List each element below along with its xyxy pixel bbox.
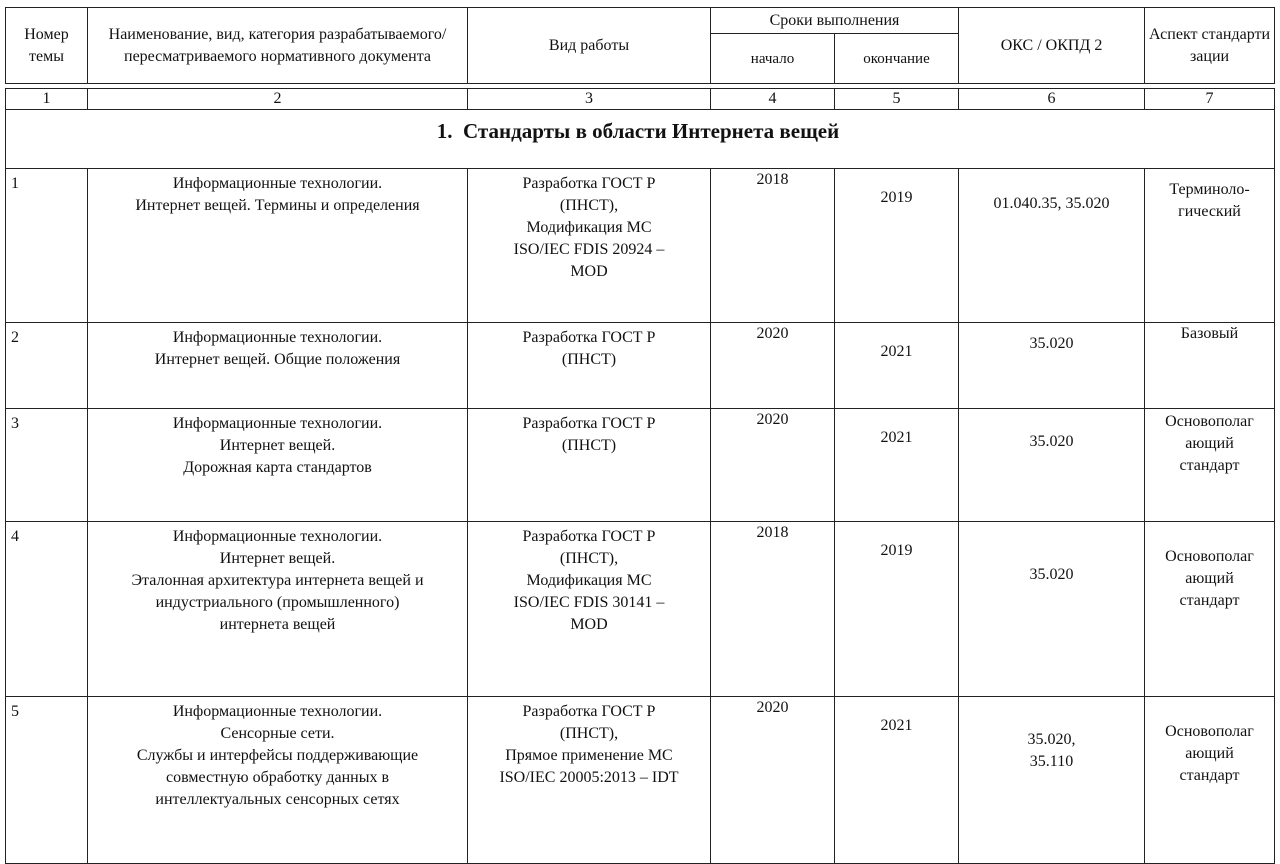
text-line: интеллектуальных сенсорных сетях (155, 791, 400, 808)
text-line: Информационные технологии. (172, 329, 383, 346)
table-row (6, 522, 1275, 697)
text-line: Разработка ГОСТ Р (522, 329, 656, 346)
text-line: Основополаг (1165, 723, 1254, 740)
end-year: 2021 (835, 409, 959, 522)
topic-number: 2 (6, 323, 88, 409)
standardization-aspect (1145, 323, 1275, 409)
text-line: интернета вещей (219, 616, 336, 633)
work-type (468, 697, 711, 864)
start-year: 2020 (711, 697, 835, 864)
document-name (88, 697, 468, 864)
header-document-name: Наименование, вид, категория разрабатываемого/пересматриваемого нормативного документа (88, 8, 468, 84)
work-type (468, 522, 711, 697)
text-line: Информационные технологии. (172, 175, 383, 192)
header-deadlines: Сроки выполнения (711, 8, 959, 34)
text-line: Интернет вещей. (219, 550, 336, 567)
document-name (88, 323, 468, 409)
text-line: Модификация МС (526, 219, 652, 236)
text-line: Дорожная карта стандартов (183, 459, 372, 476)
text-line: Разработка ГОСТ Р (522, 703, 656, 720)
start-year: 2020 (711, 409, 835, 522)
text-line: (ПНСТ) (561, 351, 617, 368)
header-aspect: Аспект стандартизации (1145, 8, 1275, 84)
text-line: 35.020 (1029, 433, 1074, 450)
text-line: ающий (1185, 745, 1234, 762)
column-number: 2 (88, 89, 468, 110)
start-year: 2018 (711, 522, 835, 697)
text-line: Прямое применение МС (505, 747, 673, 764)
end-year: 2019 (835, 522, 959, 697)
work-type (468, 323, 711, 409)
header-end: окончание (835, 34, 959, 84)
table-row (6, 169, 1275, 323)
text-line: совместную обработку данных в (166, 769, 389, 786)
text-line: ающий (1185, 435, 1234, 452)
document-name (88, 169, 468, 323)
standardization-aspect (1145, 697, 1275, 864)
topic-number: 5 (6, 697, 88, 864)
column-number: 4 (711, 89, 835, 110)
text-line: гический (1178, 203, 1241, 220)
table-row (6, 409, 1275, 522)
table-header (5, 7, 1275, 84)
text-line: Интернет вещей. Термины и определения (135, 197, 420, 214)
text-line: Сенсорные сети. (220, 725, 335, 742)
column-number: 1 (6, 89, 88, 110)
text-line: ISO/IEC 20005:2013 – IDT (499, 769, 679, 786)
text-line: стандарт (1179, 457, 1240, 474)
end-year: 2021 (835, 323, 959, 409)
text-line: Эталонная архитектура интернета вещей и (131, 572, 424, 589)
text-line: MOD (570, 263, 608, 280)
text-line: (ПНСТ), (559, 197, 619, 214)
text-line: стандарт (1179, 767, 1240, 784)
text-line: Разработка ГОСТ Р (522, 528, 656, 545)
oks-code (959, 323, 1145, 409)
document-name (88, 522, 468, 697)
document-name (88, 409, 468, 522)
text-line: Основополаг (1165, 548, 1254, 565)
text-line: Службы и интерфейсы поддерживающие (136, 747, 419, 764)
column-number: 5 (835, 89, 959, 110)
standardization-aspect (1145, 522, 1275, 697)
text-line: Базовый (1180, 325, 1239, 342)
header-oks-okpd: ОКС / ОКПД 2 (959, 8, 1145, 84)
text-line: Разработка ГОСТ Р (522, 415, 656, 432)
header-topic-number: Номер темы (6, 8, 88, 84)
start-year: 2020 (711, 323, 835, 409)
text-line: Интернет вещей. (219, 437, 336, 454)
text-line: 35.110 (1029, 753, 1074, 770)
header-start: начало (711, 34, 835, 84)
work-type (468, 169, 711, 323)
text-line: ISO/IEC FDIS 30141 – (513, 594, 665, 611)
text-line: Разработка ГОСТ Р (522, 175, 656, 192)
text-line: 35.020, (1027, 731, 1076, 748)
text-line: MOD (570, 616, 608, 633)
text-line: Модификация МС (526, 572, 652, 589)
text-line: (ПНСТ), (559, 550, 619, 567)
column-number: 3 (468, 89, 711, 110)
end-year: 2021 (835, 697, 959, 864)
table-row (6, 323, 1275, 409)
text-line: ISO/IEC FDIS 20924 – (513, 241, 665, 258)
table-row (6, 697, 1275, 864)
text-line: Терминоло- (1169, 181, 1250, 198)
oks-code (959, 522, 1145, 697)
text-line: 35.020 (1029, 335, 1074, 352)
text-line: Информационные технологии. (172, 703, 383, 720)
column-number-row (6, 89, 1275, 110)
column-number: 7 (1145, 89, 1275, 110)
text-line: индустриального (промышленного) (155, 594, 400, 611)
section-row (6, 110, 1275, 169)
standardization-aspect (1145, 409, 1275, 522)
text-line: 01.040.35, 35.020 (993, 195, 1110, 212)
oks-code (959, 169, 1145, 323)
oks-code (959, 697, 1145, 864)
start-year: 2018 (711, 169, 835, 323)
oks-code (959, 409, 1145, 522)
text-line: (ПНСТ), (559, 725, 619, 742)
text-line: Информационные технологии. (172, 415, 383, 432)
text-line: (ПНСТ) (561, 437, 617, 454)
section-title: 1. Стандарты в области Интернета вещей (6, 110, 1275, 169)
standardization-aspect (1145, 169, 1275, 323)
topic-number: 4 (6, 522, 88, 697)
topic-number: 3 (6, 409, 88, 522)
text-line: Основополаг (1165, 413, 1254, 430)
text-line: ающий (1185, 570, 1234, 587)
header-work-type: Вид работы (468, 8, 711, 84)
work-type (468, 409, 711, 522)
text-line: Информационные технологии. (172, 528, 383, 545)
text-line: Интернет вещей. Общие положения (154, 351, 401, 368)
topic-number: 1 (6, 169, 88, 323)
column-number: 6 (959, 89, 1145, 110)
text-line: стандарт (1179, 592, 1240, 609)
text-line: 35.020 (1029, 566, 1074, 583)
end-year: 2019 (835, 169, 959, 323)
